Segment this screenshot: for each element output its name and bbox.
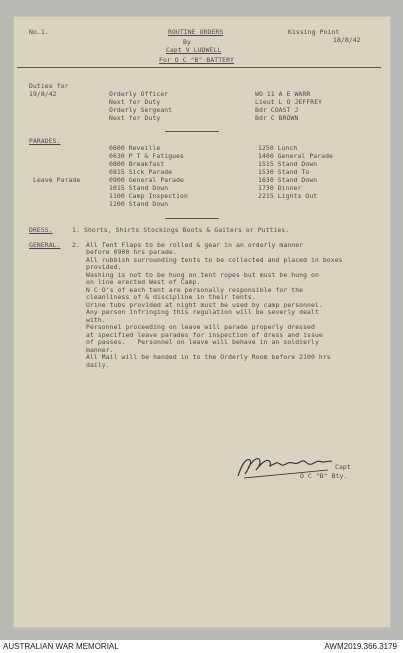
general-line: Any person infringing this regulation will be severly dealt (86, 308, 319, 316)
general-line: manner. (86, 346, 114, 354)
general-line: daily. (86, 361, 110, 369)
general-line: N C O's of each tent are personally responsible for the (86, 286, 304, 294)
general-line: on line erected West of Camp. (86, 278, 201, 286)
dress-number: 1. (72, 226, 80, 234)
footer-institution: AUSTRALIAN WAR MEMORIAL (3, 642, 119, 651)
location: Kissing Point (288, 28, 340, 36)
parade-item: 0815 Sick Parade (109, 168, 173, 176)
issue-date: 18/8/42 (333, 36, 361, 44)
general-line: provided. (86, 263, 122, 271)
duties-date: 19/8/42 (29, 90, 57, 98)
duty-role: Orderly Sergeant (109, 106, 173, 114)
document-title: ROUTINE ORDERS (168, 28, 224, 36)
duty-role: Next for Duty (109, 98, 161, 106)
duty-name: Bdr COAST J (255, 106, 299, 114)
handwritten-signature (236, 452, 336, 482)
section-divider (165, 218, 219, 219)
signature-rank: Capt (335, 463, 351, 471)
by-label: By (183, 38, 191, 46)
parade-item: 1630 Stand Down (258, 176, 318, 184)
general-line: Personnel proceeding on leave will parade properly dressed (86, 323, 315, 331)
signature-unit: O C "B" Bty. (300, 472, 348, 480)
general-number: 2. (72, 241, 80, 249)
footer-accession-number: AWM2019.366.3179 (324, 642, 397, 651)
duty-role: Orderly Officer (109, 90, 169, 98)
archive-footer (0, 640, 403, 653)
general-line: All Tent Flaps to be rolled & gear in an orderly manner (86, 241, 304, 249)
general-line: All Mail will be handed in to the Orderly Room before 2100 hrs (86, 353, 331, 361)
duty-name: Bdr C BROWN (255, 114, 299, 122)
parade-item: 1250 Lunch (258, 144, 298, 152)
parade-item: 1400 General Parade (258, 152, 334, 160)
general-line: All rubbish surrounding tents to be collected and placed in boxes (86, 256, 343, 264)
issuing-unit: For O C "B" BATTERY (159, 56, 235, 64)
parade-item: 1515 Stand Down (258, 160, 318, 168)
parade-item: 1730 Dinner (258, 184, 302, 192)
general-line: Washing is not to be hung on tent ropes but must be hung on (86, 271, 319, 279)
parade-item: 1200 Stand Down (109, 200, 169, 208)
document-page (13, 16, 391, 628)
parades-heading: PARADES. (29, 137, 61, 145)
section-divider (165, 131, 219, 132)
order-number: No.1. (29, 28, 49, 36)
parade-item: 0630 P T & Fatigues (109, 152, 185, 160)
general-label: GENERAL. (29, 241, 61, 249)
duties-heading: Duties for (29, 82, 69, 90)
general-line: of passes. Personnel on leave will behave in an soldierly (86, 338, 319, 346)
leave-parade-label: Leave Parade (33, 176, 81, 184)
parade-item: 1015 Stand Down (109, 184, 169, 192)
general-line: Urine tubs provided at night must be used by camp personnel. (86, 301, 323, 309)
general-line: with. (86, 316, 106, 324)
general-line: cleanliness of & discipline in their tents. (86, 293, 256, 301)
parade-item: 2215 Lights Out (258, 192, 318, 200)
parade-item: 0800 Breakfast (109, 160, 165, 168)
parade-item: 0600 Reveille (109, 144, 161, 152)
parade-item: 0900 General Parade (109, 176, 185, 184)
general-line: at specified leave parades for inspection of dress and issue (86, 331, 323, 339)
duty-role: Next for Duty (109, 114, 161, 122)
header-divider (17, 67, 381, 68)
duty-name: Lieut L O JEFFREY (255, 98, 323, 106)
parade-item: 1100 Camp Inspection (109, 192, 188, 200)
issuing-officer: Capt V LUDWELL (166, 46, 222, 54)
duty-name: WO 11 A E WARR (255, 90, 311, 98)
parade-item: 1530 Stand To (258, 168, 310, 176)
general-line: before 0900 hrs parade. (86, 248, 177, 256)
dress-text: Shorts, Shirts Stockings Boots & Gaiters or Putties. (84, 226, 290, 234)
dress-label: DRESS. (29, 226, 53, 234)
